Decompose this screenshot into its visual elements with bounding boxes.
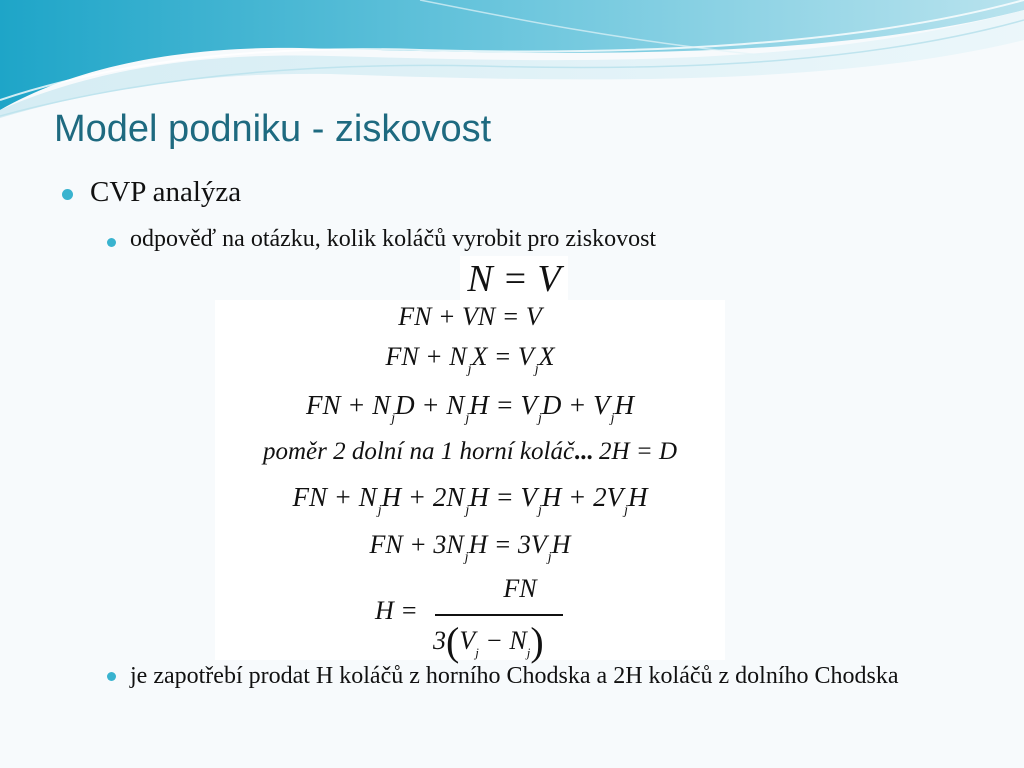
fraction-denominator: $3(V_j - N_j)$ [433,619,544,664]
bullet-level1 [62,176,241,209]
equation-line-6: FN + $3N_jH = 3V_jH$ [369,530,571,565]
fraction-bar [435,614,563,616]
bullet-text: odpověď na otázku, kolik koláčů vyrobit pro ziskovost [130,226,657,252]
equation-ellipsis: ... [574,438,593,465]
bullet-dot-icon [62,189,73,200]
equation-ratio-eq: 2H = D [592,438,678,465]
equation-line-7-fraction [375,572,575,664]
equation-line-5: FN + $N_jH + 2N_jH = V_jH + 2V_jH$ [292,482,648,518]
fraction-numerator: FN [503,574,537,603]
equation-block [215,300,725,664]
equation-n-equals-v: N = V [467,258,561,300]
equation-line-4 [215,438,725,466]
bullet-dot-icon [107,238,116,247]
bullet-level2 [107,226,656,253]
slide-title: Model podniku - ziskovost [54,108,492,150]
equation-line-2: FN + $N_jX = V_jX$ [385,342,555,377]
equation-top [460,256,568,302]
fraction-lhs: H = [375,596,418,625]
bullet-dot-icon [107,672,116,681]
bullet-text: je zapotřebí prodat H koláčů z horního Chodska a 2H koláčů z dolního Chodska [130,663,899,689]
bullet-text: CVP analýza [90,176,242,208]
bullet-level2 [107,660,907,693]
equation-ratio-text: poměr 2 dolní na 1 horní koláč [262,438,575,465]
equation-line-1: FN + VN = V [398,302,542,331]
equation-line-3: FN + $N_jD + N_jH = V_jD + V_jH$ [306,390,634,426]
